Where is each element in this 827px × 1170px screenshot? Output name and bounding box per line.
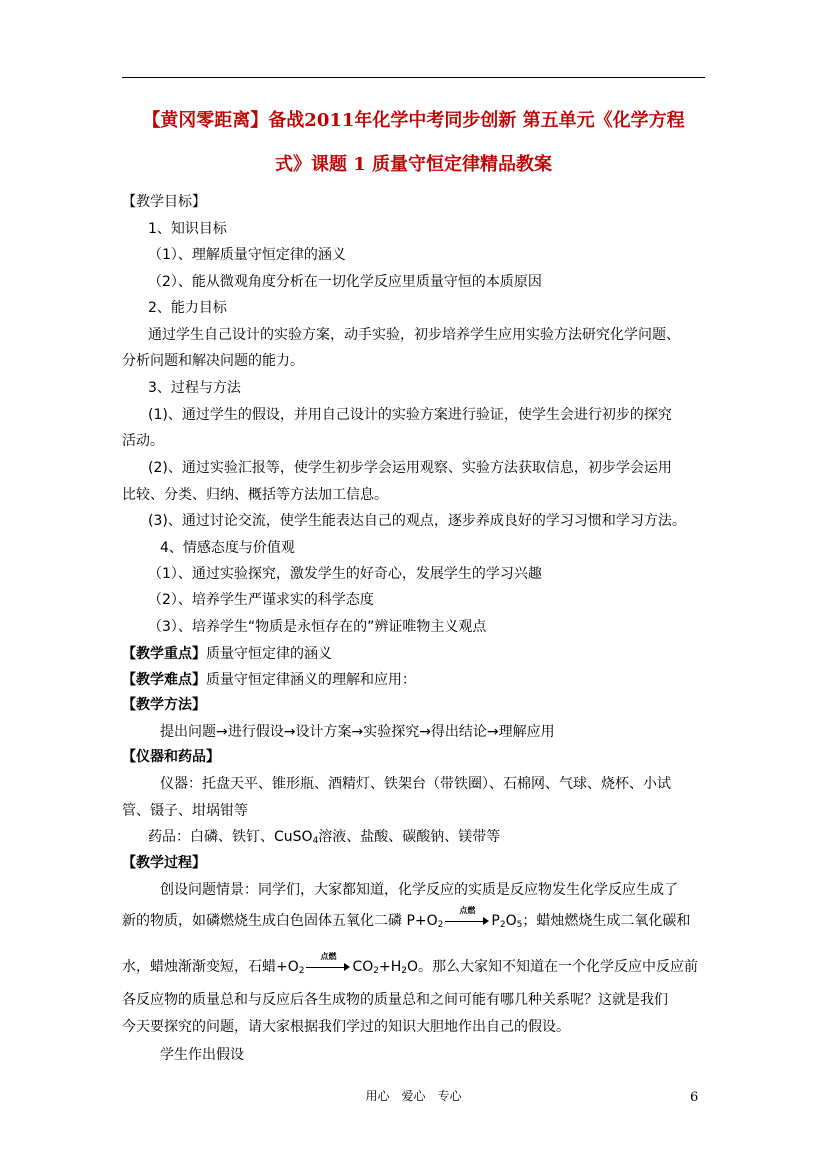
ability-objectives-title: 2、能力目标 [148, 300, 227, 316]
scenario-line1: 创设问题情景：同学们，大家都知道，化学反应的实质是反应物发生化学反应生成了 [160, 882, 678, 898]
ignition-arrow-icon [306, 952, 350, 973]
scenario-line2-after: ；蜡烛燃烧生成二氧化碳和 [522, 913, 691, 929]
process-method-title: 3、过程与方法 [148, 380, 241, 396]
h2o-h: H [390, 959, 402, 975]
scenario-line3-text: 水，蜡烛渐渐变短，石蜡+O [122, 959, 299, 975]
reagents-line [148, 828, 500, 846]
knowledge-objectives-title: 1、知识目标 [148, 221, 227, 237]
emotion-objective-2: （2）、培养学生严谨求实的科学态度 [148, 592, 374, 608]
reagents-text-after: 溶液、盐酸、碳酸钠、镁带等 [318, 829, 501, 845]
process-method-1a: (1)、通过学生的假设，并用自己设计的实验方案进行验证，使学生会进行初步的探究 [148, 407, 672, 423]
scenario-line5: 今天要探究的问题，请大家根据我们学过的知识大胆地作出自己的假设。 [122, 1019, 570, 1035]
emotion-objectives-title: 4、情感态度与价值观 [160, 540, 295, 556]
materials-heading: 【仪器和药品】 [122, 749, 220, 765]
scenario-line2-text: 新的物质，如磷燃烧生成白色固体五氧化二磷 P+O [122, 913, 438, 929]
o2-subscript: 2 [437, 920, 444, 930]
key-point-text: 质量守恒定律的涵义 [206, 646, 332, 662]
key-point-label: 【教学重点】 [122, 646, 206, 662]
key-point-row [122, 645, 332, 663]
o2-subscript-2: 2 [298, 966, 305, 976]
knowledge-objective-1: （1）、理解质量守恒定律的涵义 [148, 247, 346, 263]
document-title-line1: 【黄冈零距离】备战2011年化学中考同步创新 第五单元《化学方程 [142, 110, 685, 131]
scenario-line4: 各反应物的质量总和与反应后各生成物的质量总和之间可能有哪几种关系呢？这就是我们 [122, 992, 668, 1008]
knowledge-objective-2: （2）、能从微观角度分析在一切化学反应里质量守恒的本质原因 [148, 274, 542, 290]
co2-main: CO [352, 959, 374, 975]
header-rule [122, 77, 705, 78]
objectives-heading: 【教学目标】 [122, 194, 206, 210]
student-hypothesis: 学生作出假设 [160, 1047, 244, 1063]
methods-flow: 提出问题→进行假设→设计方案→实验探究→得出结论→理解应用 [160, 724, 555, 740]
ignition-condition-label: 点燃 [459, 906, 476, 915]
ability-objective-line1: 通过学生自己设计的实验方案，动手实验，初步培养学生应用实验方法研究化学问题、 [148, 327, 680, 343]
ignition-arrow-icon [445, 906, 489, 927]
emotion-objective-3: （3）、培养学生“物质是永恒存在的”辨证唯物主义观点 [148, 619, 487, 635]
process-heading: 【教学过程】 [122, 855, 206, 871]
scenario-line2 [122, 906, 691, 930]
h2o-o: O [407, 959, 419, 975]
cuso4-main: CuSO [274, 829, 313, 845]
instruments-line1: 仪器：托盘天平、锥形瓶、酒精灯、铁架台（带铁圈）、石棉网、气球、烧杯、小试 [160, 776, 671, 792]
process-method-2a: (2)、通过实验汇报等，使学生初步学会运用观察、实验方法获取信息，初步学会运用 [148, 460, 672, 476]
scenario-line3-after: 。那么大家知不知道在一个化学反应中反应前 [418, 959, 699, 975]
difficulty-label: 【教学难点】 [122, 672, 206, 688]
footer-motto: 用心 爱心 专心 [365, 1089, 462, 1103]
ignition-condition-label: 点燃 [320, 952, 337, 961]
difficulty-text: 质量守恒定律涵义的理解和应用： [206, 672, 416, 688]
cuso4-subscript: 4 [312, 836, 319, 846]
p2o5-sub1: 2 [499, 920, 506, 930]
p2o5-formula [491, 913, 522, 929]
cuso4-formula [274, 829, 318, 845]
ability-objective-line2: 分析问题和解决问题的能力。 [122, 353, 304, 369]
h2o-sub: 2 [401, 966, 408, 976]
methods-heading: 【教学方法】 [122, 697, 206, 713]
co2-sub: 2 [373, 966, 380, 976]
plus-sign: + [379, 959, 391, 975]
process-method-2b: 比较、分类、归纳、概括等方法加工信息。 [122, 487, 388, 503]
difficulty-row [122, 671, 416, 689]
p2o5-p: P [491, 913, 500, 929]
h2o-formula [391, 959, 418, 975]
p2o5-sub2: 5 [516, 920, 523, 930]
instruments-line2: 管、镊子、坩埚钳等 [122, 803, 248, 819]
process-method-3: (3)、通过讨论交流，使学生能表达自己的观点，逐步养成良好的学习习惯和学习方法。 [148, 513, 686, 529]
emotion-objective-1: （1）、通过实验探究，激发学生的好奇心，发展学生的学习兴趣 [148, 566, 542, 582]
page-number: 6 [690, 1090, 699, 1105]
p2o5-o: O [505, 913, 517, 929]
process-method-1b: 活动。 [122, 433, 164, 449]
document-title-line2: 式》课题 1 质量守恒定律精品教案 [274, 154, 553, 175]
co2-formula [352, 959, 379, 975]
scenario-line3 [122, 952, 699, 976]
reagents-text-before: 药品：白磷、铁钉、 [148, 829, 274, 845]
